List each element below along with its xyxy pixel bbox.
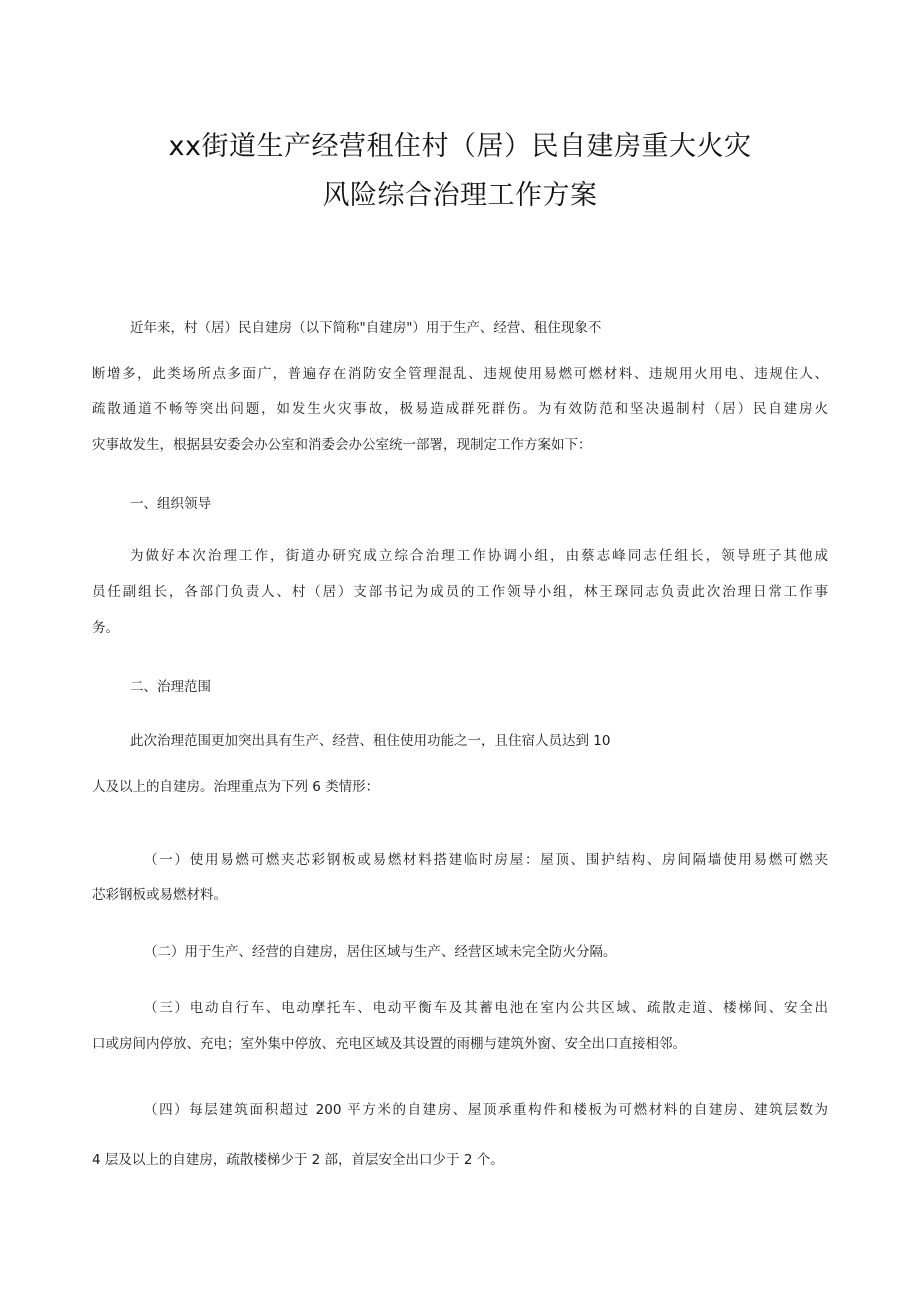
item-3-line-2: 口或房间内停放、充电；室外集中停放、充电区域及其设置的雨棚与建筑外窗、安全出口直接相邻。 <box>92 1036 686 1052</box>
item-3-line-1: （三）电动自行车、电动摩托车、电动平衡车及其蓄电池在室内公共区域、疏散走道、楼梯间、安全出 <box>144 1000 828 1016</box>
section-1-heading: 一、组织领导 <box>130 496 211 512</box>
section-2-line-1: 此次治理范围更加突出具有生产、经营、租住使用功能之一，且住宿人员达到 10 <box>130 733 611 749</box>
section-1-line-3: 务。 <box>92 620 119 636</box>
item-1-line-1: （一）使用易燃可燃夹芯彩钢板或易燃材料搭建临时房屋：屋顶、围护结构、房间隔墙使用易燃可燃夹 <box>144 852 828 868</box>
document-title-line-1: xx街道生产经营租住村（居）民自建房重大火灾 <box>168 131 752 162</box>
item-1-line-2: 芯彩钢板或易燃材料。 <box>92 887 227 903</box>
item-4-line-2: 4 层及以上的自建房，疏散楼梯少于 2 部，首层安全出口少于 2 个。 <box>92 1152 504 1168</box>
intro-line-4: 灾事故发生，根据县安委会办公室和消委会办公室统一部署，现制定工作方案如下： <box>92 437 592 453</box>
section-2-heading: 二、治理范围 <box>130 679 211 695</box>
section-1-line-1: 为做好本次治理工作，街道办研究成立综合治理工作协调小组，由蔡志峰同志任组长，领导班子其他成 <box>130 548 828 564</box>
intro-line-1: 近年来，村（居）民自建房（以下简称"自建房"）用于生产、经营、租住现象不 <box>130 320 602 336</box>
item-4-line-1: （四）每层建筑面积超过 200 平方米的自建房、屋顶承重构件和楼板为可燃材料的自建房、建筑层数为 <box>144 1102 828 1118</box>
section-2-line-2: 人及以上的自建房。治理重点为下列 6 类情形： <box>92 779 380 795</box>
intro-line-3: 疏散通道不畅等突出问题，如发生火灾事故，极易造成群死群伤。为有效防范和坚决遏制村（居）民自建房火 <box>92 401 828 417</box>
section-1-line-2: 员任副组长，各部门负责人、村（居）支部书记为成员的工作领导小组，林王琛同志负责此次治理日常工作事 <box>92 584 828 600</box>
intro-line-2: 断增多，此类场所点多面广，普遍存在消防安全管理混乱、违规使用易燃可燃材料、违规用火用电、违规住人、 <box>92 366 828 382</box>
item-2-line-1: （二）用于生产、经营的自建房，居住区域与生产、经营区域未完全防火分隔。 <box>144 944 617 960</box>
document-title-line-2: 风险综合治理工作方案 <box>322 180 598 211</box>
